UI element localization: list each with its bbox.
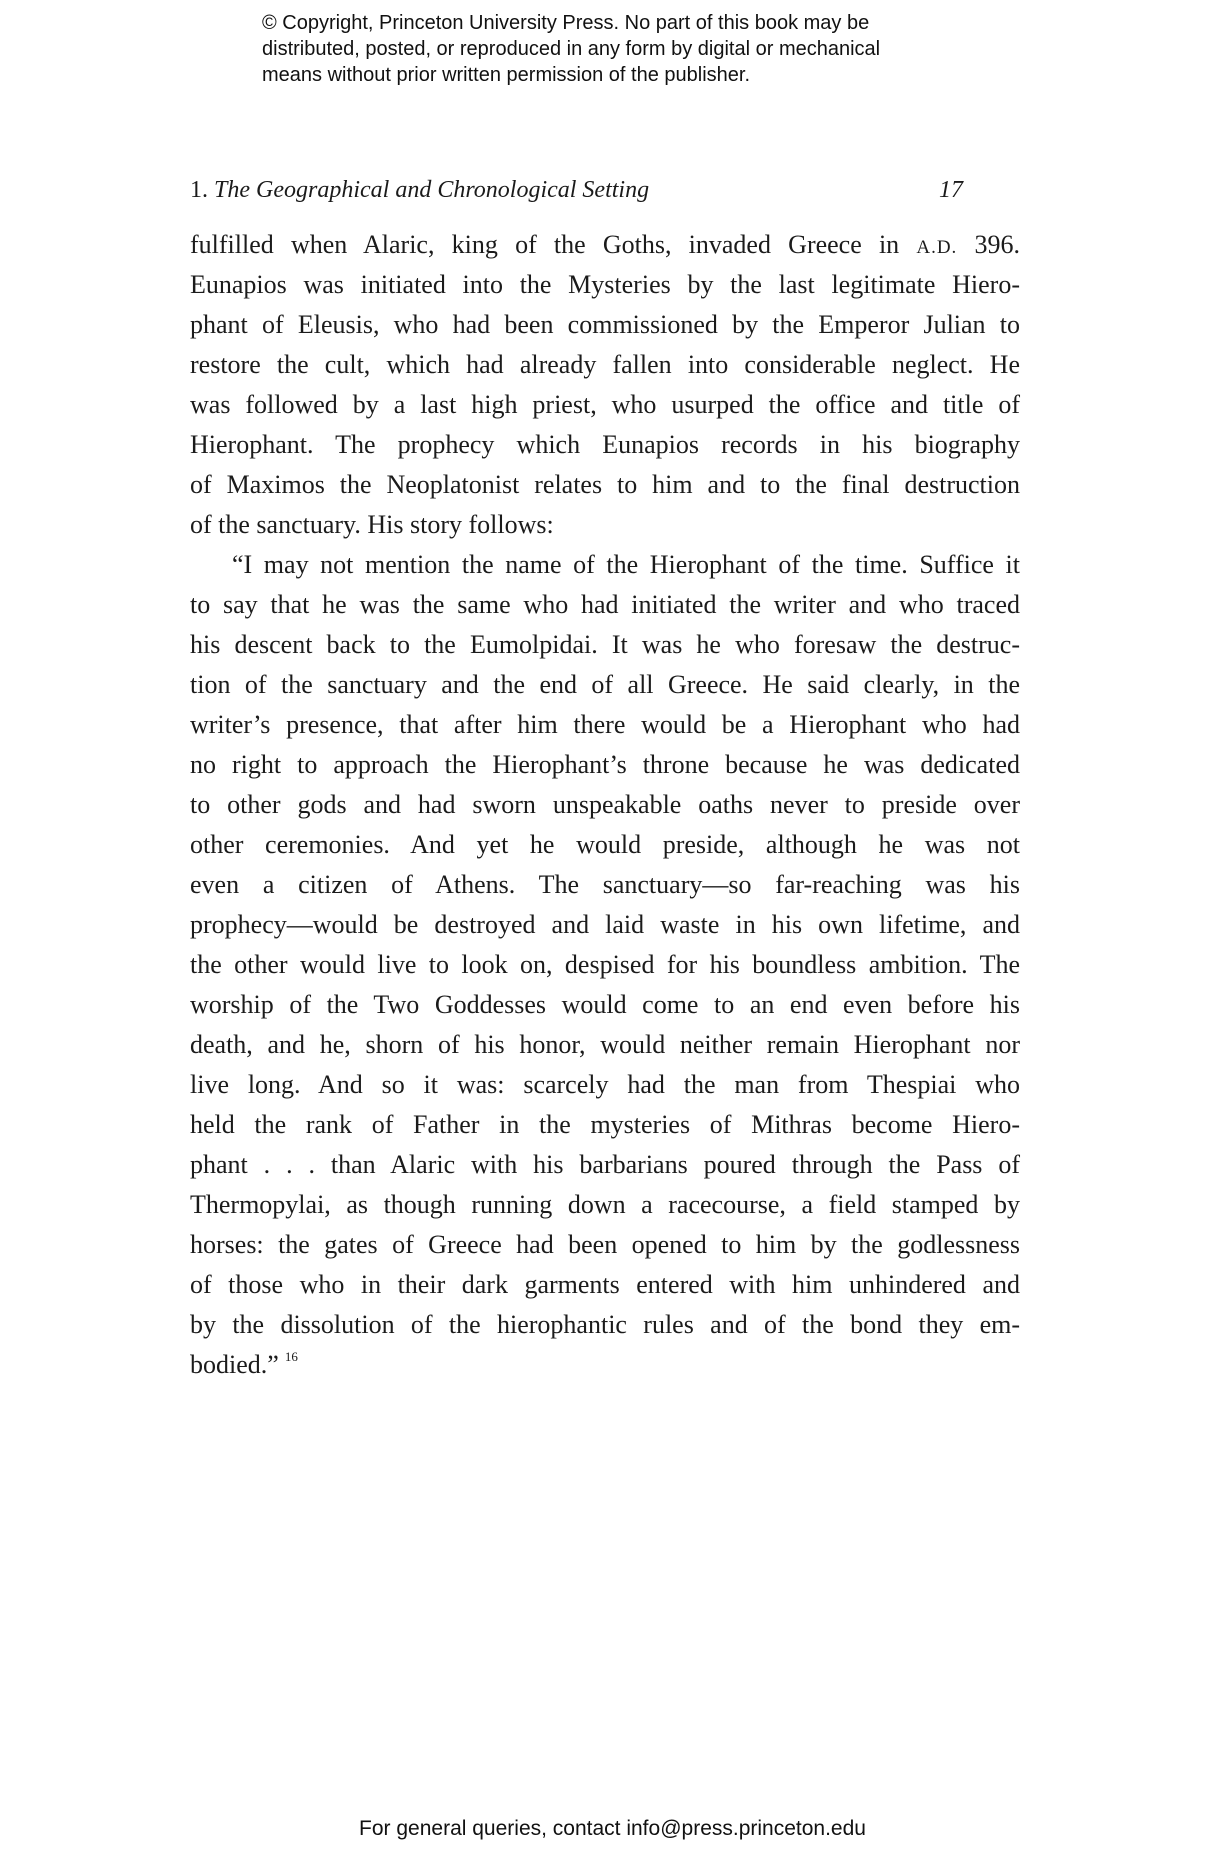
- text-line: live long. And so it was: scarcely had the man from Thespiai who: [190, 1070, 1020, 1099]
- text-span: fulfilled when Alaric, king of the Goths, invaded Greece in: [190, 230, 917, 259]
- text-line: was followed by a last high priest, who usurped the office and title of: [190, 390, 1020, 419]
- text-line: even a citizen of Athens. The sanctuary—so far-reaching was his: [190, 870, 1020, 899]
- text-line: Hierophant. The prophecy which Eunapios records in his biography: [190, 430, 1020, 459]
- text-line: held the rank of Father in the mysteries of Mithras become Hiero-: [190, 1110, 1020, 1139]
- text-line: [190, 225, 1020, 265]
- text-line: of Maximos the Neoplatonist relates to him and to the final destruction: [190, 470, 1020, 499]
- text-line: his descent back to the Eumolpidai. It was he who foresaw the destruc-: [190, 630, 1020, 659]
- text-line: horses: the gates of Greece had been opened to him by the godlessness: [190, 1230, 1020, 1259]
- text-line: phant . . . than Alaric with his barbarians poured through the Pass of: [190, 1150, 1020, 1179]
- text-line: death, and he, shorn of his honor, would neither remain Hierophant nor: [190, 1030, 1020, 1059]
- text-line: prophecy—would be destroyed and laid waste in his own lifetime, and: [190, 910, 1020, 939]
- text-line: by the dissolution of the hierophantic rules and of the bond they em-: [190, 1310, 1020, 1339]
- text-line: other ceremonies. And yet he would preside, although he was not: [190, 830, 1020, 859]
- copyright-line: means without prior written permission of the publisher.: [262, 64, 751, 86]
- text-line: no right to approach the Hierophant’s throne because he was dedicated: [190, 750, 1020, 779]
- text-span: bodied.”: [190, 1350, 279, 1379]
- text-line: to other gods and had sworn unspeakable oaths never to preside over: [190, 790, 1020, 819]
- text-line: Thermopylai, as though running down a racecourse, a field stamped by: [190, 1190, 1020, 1219]
- text-span: 396.: [957, 230, 1020, 259]
- footer-contact: For general queries, contact info@press.princeton.edu: [359, 1817, 866, 1840]
- text-line: of those who in their dark garments entered with him unhindered and: [190, 1270, 1020, 1299]
- page-number: 17: [939, 177, 963, 203]
- chapter-number: 1.: [190, 177, 208, 203]
- text-line: “I may not mention the name of the Hierophant of the time. Suffice it: [232, 550, 1020, 579]
- chapter-title: The Geographical and Chronological Setting: [214, 177, 650, 203]
- text-line: tion of the sanctuary and the end of all Greece. He said clearly, in the: [190, 670, 1020, 699]
- text-line: the other would live to look on, despised for his boundless ambition. The: [190, 950, 1020, 979]
- text-line: Eunapios was initiated into the Mysteries by the last legitimate Hiero-: [190, 270, 1020, 299]
- copyright-line: © Copyright, Princeton University Press. No part of this book may be: [262, 12, 870, 34]
- copyright-notice: [262, 10, 1022, 88]
- text-line: phant of Eleusis, who had been commissioned by the Emperor Julian to: [190, 310, 1020, 339]
- era-abbreviation: A.D.: [916, 237, 958, 258]
- text-line: [190, 1345, 1020, 1385]
- text-line: writer’s presence, that after him there would be a Hierophant who had: [190, 710, 1020, 739]
- text-line: worship of the Two Goddesses would come to an end even before his: [190, 990, 1020, 1019]
- text-line: of the sanctuary. His story follows:: [190, 510, 554, 539]
- footnote-marker[interactable]: 16: [284, 1349, 298, 1364]
- running-head: [190, 174, 963, 206]
- text-line: restore the cult, which had already fallen into considerable neglect. He: [190, 350, 1020, 379]
- text-line: to say that he was the same who had initiated the writer and who traced: [190, 590, 1020, 619]
- body-text: [190, 225, 1020, 1385]
- copyright-line: distributed, posted, or reproduced in any form by digital or mechanical: [262, 38, 881, 60]
